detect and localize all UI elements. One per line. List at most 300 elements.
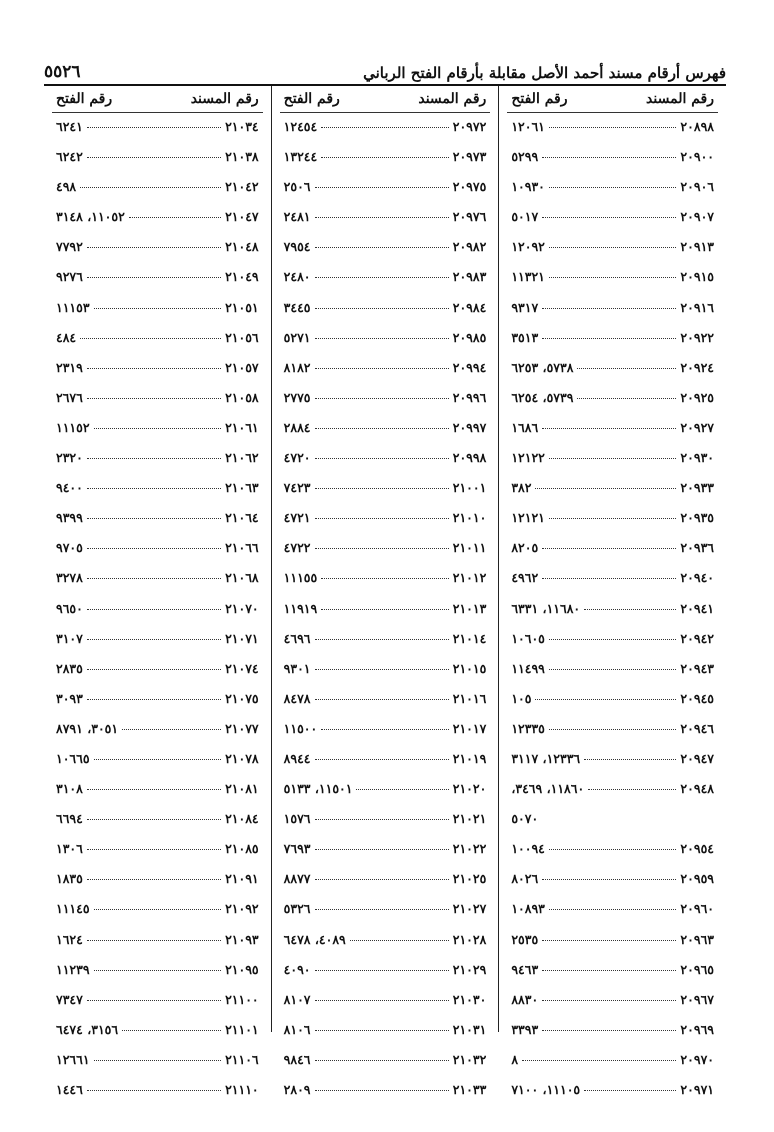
musnad-number: ٢١٠٨٤: [225, 811, 259, 827]
musnad-number: ٢١٠٧٨: [225, 750, 259, 766]
dot-leader: [549, 639, 677, 640]
fath-number: ٦٢٤١: [55, 119, 83, 134]
musnad-number: ٢٠٩١٣: [680, 239, 714, 255]
dot-leader: [542, 879, 676, 880]
dot-leader: [87, 669, 221, 670]
fath-number: ١٠٠٩٤: [511, 841, 545, 857]
fath-number: ١٢٠٩٢: [511, 239, 545, 255]
musnad-number: ٢١٠١٦: [452, 690, 487, 706]
index-row: [280, 179, 491, 209]
index-row: [280, 871, 491, 901]
dot-leader: [315, 970, 449, 971]
musnad-number: ٢٠٩٣٦: [680, 540, 714, 556]
fath-number: ٣٣٩٣: [511, 1021, 539, 1037]
dot-leader: [542, 308, 676, 309]
index-row: [507, 932, 718, 962]
index-row: [507, 540, 718, 570]
index-row: [280, 962, 491, 992]
index-row: [280, 360, 491, 390]
index-row: [280, 209, 491, 239]
index-row: [52, 420, 263, 450]
fath-number: ٢٥٠٦: [283, 179, 311, 195]
dot-leader: [80, 338, 221, 339]
musnad-number: ٢١٠٣٨: [225, 149, 259, 165]
dot-leader: [87, 368, 221, 369]
dot-leader: [321, 578, 449, 579]
dot-leader: [315, 548, 449, 549]
musnad-number: ٢١٠٣١: [452, 1021, 487, 1037]
dot-leader: [542, 1030, 676, 1031]
musnad-number: ٢٠٩٠٠: [680, 149, 714, 165]
musnad-number: ٢٠٩٩٨: [452, 450, 487, 466]
index-row: [52, 209, 263, 239]
fath-number: ٩٣٩٩: [55, 510, 83, 526]
fath-number: ١١٩١٩: [283, 600, 318, 616]
fath-number: ٧٣٤٧: [55, 991, 83, 1007]
index-row: [280, 570, 491, 600]
dot-leader: [87, 699, 221, 700]
index-row: [52, 330, 263, 360]
musnad-number: ٢٠٩٦٣: [680, 931, 714, 947]
index-row: [52, 992, 263, 1022]
dot-leader: [549, 458, 677, 459]
dot-leader: [315, 669, 449, 670]
fath-number: ٤٧٢٢: [283, 540, 311, 556]
index-row: [280, 480, 491, 510]
index-row: [52, 390, 263, 420]
musnad-number: ٢٠٩٤١: [680, 600, 714, 616]
fath-number: ٩٣٠١: [283, 660, 311, 676]
musnad-number: ٢١٠٤٢: [225, 179, 259, 195]
dot-leader: [87, 1000, 221, 1001]
dot-leader: [315, 308, 449, 309]
dot-leader: [321, 157, 449, 158]
musnad-number: ٢١٠١٣: [452, 600, 487, 616]
musnad-number: ٢٠٩٤٠: [680, 570, 714, 586]
musnad-number: ٢١٠٤٧: [225, 209, 259, 225]
index-row: [507, 239, 718, 269]
fath-number: ٢٤٨٠: [283, 269, 311, 285]
fath-number: ٩٢٧٦: [55, 269, 83, 285]
fath-number: ٥٢٧١: [283, 329, 311, 345]
fath-number: ٢٤٨١: [283, 209, 311, 225]
fath-number: ٤٩٨: [55, 179, 77, 195]
fath-number: ٩٨٤٦: [283, 1051, 311, 1067]
fath-number: ٣٠٥١، ٨٧٩١: [55, 720, 119, 736]
index-row: [507, 962, 718, 992]
dot-leader: [542, 217, 676, 218]
index-row: [507, 119, 718, 149]
index-row: [280, 269, 491, 299]
dot-leader: [315, 819, 449, 820]
index-row: [52, 480, 263, 510]
index-row: [507, 992, 718, 1022]
dot-leader: [542, 1000, 676, 1001]
dot-leader: [87, 849, 221, 850]
column-header: [280, 86, 491, 113]
fath-number: ١٢٤٥٤: [283, 119, 318, 134]
fath-number: ٥٧٣٨، ٦٢٥٣: [511, 359, 574, 375]
dot-leader: [87, 548, 221, 549]
musnad-number: ٢٠٩٧١: [680, 1082, 714, 1097]
fath-number: ٢٦٧٦: [55, 389, 83, 405]
dot-leader: [87, 940, 221, 941]
dot-leader: [584, 609, 676, 610]
index-row: [507, 179, 718, 209]
fath-number: ١١١٥٥: [283, 570, 318, 586]
index-row: [52, 631, 263, 661]
musnad-number: ٢١٠٨٥: [225, 841, 259, 857]
index-row: [507, 781, 718, 811]
musnad-number: ٢١٠٢٥: [452, 871, 487, 887]
dot-leader: [315, 1000, 449, 1001]
index-row: [280, 510, 491, 540]
index-row: [507, 209, 718, 239]
index-row: [507, 601, 718, 631]
fath-number: ١١٦٨٠، ٦٣٣١: [511, 600, 581, 616]
dot-leader: [94, 1060, 222, 1061]
index-row: [52, 1052, 263, 1082]
dot-leader: [350, 940, 449, 941]
musnad-number: ٢١٠٥٧: [225, 359, 259, 375]
dot-leader: [87, 639, 221, 640]
index-row: [280, 841, 491, 871]
header-fath-number: رقم الفتح: [55, 91, 113, 107]
musnad-number: ٢٠٩٦٥: [680, 961, 714, 977]
dot-leader: [549, 909, 677, 910]
index-row: [507, 811, 718, 841]
index-column-2: [272, 86, 500, 1097]
dot-leader: [522, 1060, 676, 1061]
musnad-number: ٢١١٠١: [225, 1021, 259, 1037]
fath-number: ٣٤٤٥: [283, 299, 311, 315]
dot-leader: [315, 277, 449, 278]
musnad-number: ٢١٠٠١: [452, 480, 487, 496]
dot-leader: [549, 669, 677, 670]
fath-number: ١١١٥٢: [55, 419, 90, 435]
musnad-number: ٢١٠٨١: [225, 781, 259, 797]
fath-number: ٩٧٠٥: [55, 540, 83, 556]
musnad-number: ٢١٠٢٧: [452, 901, 487, 917]
index-row: [52, 300, 263, 330]
dot-leader: [94, 428, 222, 429]
index-row: [52, 691, 263, 721]
musnad-number: ٢٠٩٤٨: [680, 781, 714, 797]
fath-number: ٨٨٧٧: [283, 871, 311, 887]
fath-number: ١٦٨٦: [511, 419, 539, 435]
index-row: [507, 721, 718, 751]
column-header: [52, 86, 263, 113]
fath-number: ٤٦٩٦: [283, 630, 311, 646]
musnad-number: ٢٠٩٦٩: [680, 1021, 714, 1037]
musnad-number: ٢١٠٧٠: [225, 600, 259, 616]
index-row: [52, 450, 263, 480]
fath-number: ١٠٨٩٣: [511, 901, 545, 917]
fath-number: ٣٠٩٣: [55, 690, 83, 706]
dot-leader: [356, 789, 448, 790]
index-column-3: [44, 86, 272, 1097]
dot-leader: [129, 217, 221, 218]
index-row: [52, 721, 263, 751]
fath-number: ٣٢٧٨: [55, 570, 83, 586]
index-row: [280, 330, 491, 360]
index-row: [507, 480, 718, 510]
musnad-number: ٢١٠٦٤: [225, 510, 259, 526]
index-row: [507, 751, 718, 781]
dot-leader: [315, 458, 449, 459]
dot-leader: [315, 1030, 449, 1031]
index-row: [507, 841, 718, 871]
index-row: [507, 871, 718, 901]
fath-number: ٨٩٤٤: [283, 750, 311, 766]
index-row: [52, 570, 263, 600]
index-row: [52, 239, 263, 269]
dot-leader: [315, 909, 449, 910]
index-row: [507, 661, 718, 691]
index-row: [52, 871, 263, 901]
musnad-number: ٢١٠٦٣: [225, 480, 259, 496]
dot-leader: [577, 368, 676, 369]
musnad-number: ٢٠٨٩٨: [680, 119, 714, 134]
index-columns: [44, 86, 726, 1097]
fath-number: ١٠٦٦٥: [55, 750, 90, 766]
fath-number: ٣٥١٣: [511, 329, 539, 345]
musnad-number: ٢٠٩١٦: [680, 299, 714, 315]
index-row: [507, 149, 718, 179]
dot-leader: [549, 127, 677, 128]
musnad-number: ٢٠٩٧٢: [452, 119, 487, 134]
musnad-number: ٢١٠٦٦: [225, 540, 259, 556]
musnad-number: ٢١٠٩٢: [225, 901, 259, 917]
index-row: [280, 631, 491, 661]
dot-leader: [87, 398, 221, 399]
index-row: [280, 300, 491, 330]
dot-leader: [87, 879, 221, 880]
fath-number: ٨٢٠٥: [511, 540, 539, 556]
musnad-number: ٢١٠٤٩: [225, 269, 259, 285]
dot-leader: [315, 187, 449, 188]
musnad-number: ٢٠٩٤٢: [680, 630, 714, 646]
fath-number: ١٢٣٣٥: [511, 720, 545, 736]
musnad-number: ٢٠٩٦٠: [680, 901, 714, 917]
index-row: [507, 450, 718, 480]
index-row: [507, 300, 718, 330]
index-row: [507, 390, 718, 420]
fath-number: ٣١٠٨: [55, 781, 83, 797]
index-row: [507, 269, 718, 299]
dot-leader: [87, 277, 221, 278]
index-row: [507, 360, 718, 390]
dot-leader: [315, 759, 449, 760]
musnad-number: ٢١٠٧٤: [225, 660, 259, 676]
fath-number: ٤٧٢١: [283, 510, 311, 526]
index-column-1: [499, 86, 726, 1097]
dot-leader: [321, 127, 449, 128]
fath-number: ١١٢٣٩: [55, 961, 90, 977]
musnad-number: ٢٠٩٤٥: [680, 690, 714, 706]
dot-leader: [535, 488, 676, 489]
musnad-number: ٢٠٩٧٣: [452, 149, 487, 165]
fath-number: ٥٠١٧: [511, 209, 539, 225]
dot-leader: [315, 428, 449, 429]
musnad-number: ٢١٠٣٣: [452, 1082, 487, 1097]
musnad-number: ٢٠٩٧٦: [452, 209, 487, 225]
musnad-number: ٢٠٩٤٣: [680, 660, 714, 676]
dot-leader: [315, 699, 449, 700]
fath-number: ٨١٠٦: [283, 1021, 311, 1037]
musnad-number: ٢١٠٧٧: [225, 720, 259, 736]
fath-number: ٥٠٧٠: [511, 811, 539, 827]
musnad-number: ٢١١١٠: [225, 1082, 259, 1097]
musnad-number: ٢١٠٢٨: [452, 931, 487, 947]
index-row: [507, 631, 718, 661]
musnad-number: ٢١٠٣٢: [452, 1051, 487, 1067]
dot-leader: [542, 157, 676, 158]
dot-leader: [315, 1060, 449, 1061]
fath-number: ٢٨٨٤: [283, 419, 311, 435]
dot-leader: [94, 909, 222, 910]
fath-number: ١١٤٩٩: [511, 660, 545, 676]
fath-number: ١١٠٥٢، ٣١٤٨: [55, 209, 125, 225]
musnad-number: ٢١٠١٢: [452, 570, 487, 586]
dot-leader: [321, 609, 449, 610]
musnad-number: ٢١٠٧١: [225, 630, 259, 646]
fath-number: ١٨٣٥: [55, 871, 83, 887]
dot-leader: [549, 729, 677, 730]
index-row: [52, 119, 263, 149]
musnad-number: ٢٠٩٩٤: [452, 359, 487, 375]
index-row: [280, 1022, 491, 1052]
index-row: [280, 992, 491, 1022]
fath-number: ١٠٥: [511, 690, 532, 706]
index-row: [52, 901, 263, 931]
fath-number: ٨١٨٢: [283, 359, 311, 375]
musnad-number: ٢١٠٩٥: [225, 961, 259, 977]
dot-leader: [321, 729, 449, 730]
column-header: [507, 86, 718, 113]
index-row: [280, 540, 491, 570]
index-row: [280, 601, 491, 631]
musnad-number: ٢١٠٢٢: [452, 841, 487, 857]
dot-leader: [87, 819, 221, 820]
fath-number: ١٢٦٦١: [55, 1051, 90, 1067]
fath-number: ١١١٥٣: [55, 299, 90, 315]
dot-leader: [87, 609, 221, 610]
index-row: [52, 751, 263, 781]
dot-leader: [549, 187, 677, 188]
fath-number: ١٦٢٤: [55, 931, 83, 947]
fath-number: ٤٠٨٩، ٦٤٧٨: [283, 931, 346, 947]
musnad-number: ٢٠٩٠٦: [680, 179, 714, 195]
musnad-number: ٢١٠٢٩: [452, 961, 487, 977]
index-row: [280, 751, 491, 781]
dot-leader: [87, 458, 221, 459]
musnad-number: ٢١٠١٤: [452, 630, 487, 646]
index-row: [507, 1022, 718, 1052]
musnad-number: ٢٠٩٧٠: [680, 1051, 714, 1067]
fath-number: ١٢٠٦١: [511, 119, 545, 134]
header-fath-number: رقم الفتح: [283, 91, 340, 107]
dot-leader: [87, 127, 221, 128]
dot-leader: [549, 849, 677, 850]
fath-number: ٤٨٤: [55, 329, 77, 345]
index-row: [52, 962, 263, 992]
fath-number: ٢٣١٩: [55, 359, 83, 375]
fath-number: ٨٤٧٨: [283, 690, 311, 706]
dot-leader: [315, 639, 449, 640]
musnad-number: ٢٠٩٥٩: [680, 871, 714, 887]
dot-leader: [542, 338, 676, 339]
index-row: [280, 721, 491, 751]
index-row: [507, 510, 718, 540]
musnad-number: ٢١١٠٦: [225, 1051, 259, 1067]
fath-number: ٧٦٩٣: [283, 841, 311, 857]
musnad-number: ٢١٠١٠: [452, 510, 487, 526]
dot-leader: [315, 247, 449, 248]
fath-number: ١١٥٠٠: [283, 720, 318, 736]
musnad-number: ٢١٠٦٢: [225, 450, 259, 466]
index-row: [280, 239, 491, 269]
musnad-number: ٢١٠٧٥: [225, 690, 259, 706]
musnad-number: ٢١٠٥٦: [225, 329, 259, 345]
dot-leader: [549, 247, 677, 248]
index-row: [280, 420, 491, 450]
dot-leader: [87, 157, 221, 158]
index-row: [280, 1082, 491, 1112]
fath-number: ٨٨٣٠: [511, 991, 539, 1007]
musnad-number: ٢١٠١٧: [452, 720, 487, 736]
index-row: [280, 901, 491, 931]
index-row: [507, 570, 718, 600]
fath-number: ١٢٣٣٦، ٣١١٧: [511, 750, 581, 766]
index-row: [52, 601, 263, 631]
musnad-number: ٢١٠١٥: [452, 660, 487, 676]
musnad-number: ٢٠٩٥٤: [680, 841, 714, 857]
dot-leader: [80, 187, 221, 188]
dot-leader: [315, 338, 449, 339]
dot-leader: [94, 970, 222, 971]
dot-leader: [315, 488, 449, 489]
fath-number: ١١٨٦٠، ٣٤٦٩،: [511, 781, 585, 797]
dot-leader: [315, 849, 449, 850]
fath-number: ٣١٠٧: [55, 630, 83, 646]
fath-number: ١٢١٢١: [511, 510, 545, 526]
musnad-number: ٢١٠٩١: [225, 871, 259, 887]
index-row: [52, 811, 263, 841]
dot-leader: [94, 308, 222, 309]
fath-number: ٥٣٢٦: [283, 901, 311, 917]
dot-leader: [315, 518, 449, 519]
musnad-number: ٢١٠١١: [452, 540, 487, 556]
musnad-number: ٢١١٠٠: [225, 991, 259, 1007]
musnad-number: ٢٠٩٩٧: [452, 419, 487, 435]
musnad-number: ٢١٠٤٨: [225, 239, 259, 255]
fath-number: ٢٨٣٥: [55, 660, 83, 676]
dot-leader: [542, 428, 676, 429]
musnad-number: ٢١٠٥١: [225, 299, 259, 315]
header-musnad-number: رقم المسند: [646, 91, 714, 107]
dot-leader: [542, 970, 676, 971]
musnad-number: ٢٠٩٦٧: [680, 991, 714, 1007]
index-row: [52, 360, 263, 390]
musnad-number: ٢٠٩٩٦: [452, 389, 487, 405]
page-number: ٥٥٢٦: [44, 62, 81, 82]
fath-number: ٤٩٦٢: [511, 570, 539, 586]
musnad-number: ٢٠٩٢٢: [680, 329, 714, 345]
index-row: [52, 540, 263, 570]
dot-leader: [542, 940, 676, 941]
musnad-number: ٢١٠٣٠: [452, 991, 487, 1007]
